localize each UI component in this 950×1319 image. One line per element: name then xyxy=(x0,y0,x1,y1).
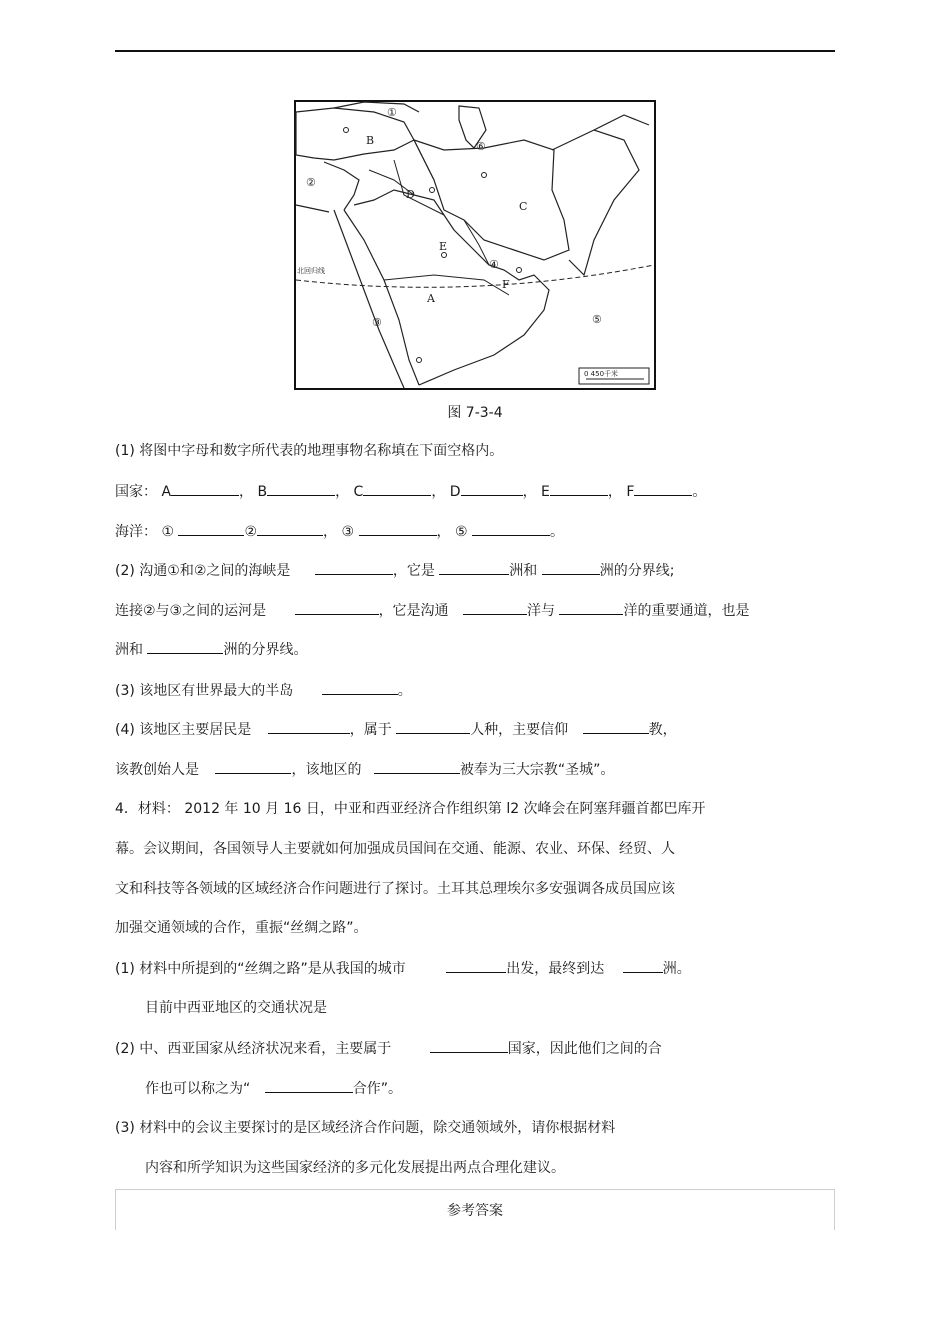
scale-label: 0 450千米 xyxy=(584,370,619,378)
q4-material-line3: 文和科技等各领域的区域经济合作问题进行了探讨。土耳其总理埃尔多安强调各成员国应该 xyxy=(115,881,675,897)
blank-country-c[interactable] xyxy=(363,481,431,496)
blank-strait-continent-1[interactable] xyxy=(439,560,509,575)
map-label-e: E xyxy=(439,240,448,253)
blank-peninsula[interactable] xyxy=(322,680,398,695)
q3-oceans-line: 海洋： ① ② ， ③ ， ⑤ 。 xyxy=(115,521,564,542)
q4-part1-line1: (1) 材料中所提到的“丝绸之路”是从我国的城市 出发，最终到达 洲。 xyxy=(115,958,691,979)
map-frame xyxy=(295,101,655,389)
q3-part4-line1: (4) 该地区主要居民是 ，属于 人种，主要信仰 教， xyxy=(115,719,677,740)
blank-race[interactable] xyxy=(396,719,470,734)
q4-material-line4: 加强交通领域的合作，重振“丝绸之路”。 xyxy=(115,920,368,936)
blank-country-b[interactable] xyxy=(267,481,335,496)
q4-part3-line2: 内容和所学知识为这些国家经济的多元化发展提出两点合理化建议。 xyxy=(145,1160,565,1176)
q3-part2-line3: 洲和 洲的分界线。 xyxy=(115,639,307,660)
blank-residents[interactable] xyxy=(268,719,350,734)
blank-ocean-1[interactable] xyxy=(178,521,244,536)
blank-silk-road-continent[interactable] xyxy=(623,958,663,973)
blank-founder[interactable] xyxy=(215,759,291,774)
middle-east-map xyxy=(294,100,656,390)
blank-ocean-2[interactable] xyxy=(257,521,323,536)
blank-ocean-3[interactable] xyxy=(359,521,437,536)
blank-country-type[interactable] xyxy=(430,1038,508,1053)
map-label-2: ② xyxy=(306,176,316,189)
map-label-c: C xyxy=(519,200,528,213)
q3-part1-title: (1) 将图中字母和数字所代表的地理事物名称填在下面空格内。 xyxy=(115,443,504,459)
blank-strait-continent-2[interactable] xyxy=(542,560,600,575)
q4-part2-line2: 作也可以称之为“ 合作”。 xyxy=(145,1078,402,1099)
map-label-6: ⑥ xyxy=(476,140,486,153)
tropic-label: 北回归线 xyxy=(297,267,325,275)
blank-ocean-5[interactable] xyxy=(472,521,550,536)
map-label-3: ③ xyxy=(372,316,382,329)
q4-part2-line1: (2) 中、西亚国家从经济状况来看，主要属于 国家，因此他们之间的合 xyxy=(115,1038,662,1059)
blank-holy-city[interactable] xyxy=(374,759,460,774)
map-label-b: B xyxy=(366,134,375,147)
map-label-f: F xyxy=(502,278,510,291)
blank-canal[interactable] xyxy=(295,600,379,615)
q3-part4-line2: 该教创始人是 ，该地区的 被奉为三大宗教“圣城”。 xyxy=(115,759,614,780)
q4-part3-line1: (3) 材料中的会议主要探讨的是区域经济合作问题，除交通领域外，请你根据材料 xyxy=(115,1120,616,1136)
blank-canal-continent-2[interactable] xyxy=(147,639,223,654)
blank-canal-ocean-1[interactable] xyxy=(463,600,527,615)
answer-title: 参考答案 xyxy=(447,1203,503,1219)
blank-silk-road-city[interactable] xyxy=(446,958,506,973)
blank-country-f[interactable] xyxy=(634,481,692,496)
q3-part2-line2: 连接②与③之间的运河是 ，它是沟通 洋与 洋的重要通道，也是 xyxy=(115,600,749,621)
map-label-a: A xyxy=(427,292,435,305)
blank-canal-ocean-2[interactable] xyxy=(559,600,623,615)
blank-strait[interactable] xyxy=(315,560,393,575)
answer-section xyxy=(115,1189,835,1230)
q3-countries-line: 国家： A ， B ， C ， D ， E ， F 。 xyxy=(115,481,706,502)
q3-part3-line: (3) 该地区有世界最大的半岛 。 xyxy=(115,680,412,701)
q3-part2-line1: (2) 沟通①和②之间的海峡是 ，它是 洲和 洲的分界线; xyxy=(115,560,674,581)
blank-country-d[interactable] xyxy=(461,481,523,496)
blank-country-a[interactable] xyxy=(171,481,239,496)
map-label-5: ⑤ xyxy=(592,313,602,326)
q4-part1-line2: 目前中西亚地区的交通状况是 xyxy=(145,1000,327,1016)
map-label-4: ④ xyxy=(489,258,499,271)
q4-material-line1: 4．材料： 2012 年 10 月 16 日，中亚和西亚经济合作组织第 l2 次峰会在阿塞拜疆首都巴库开 xyxy=(115,801,706,817)
blank-cooperation-type[interactable] xyxy=(265,1078,353,1093)
figure-caption: 图 7-3-4 xyxy=(447,405,503,421)
blank-country-e[interactable] xyxy=(550,481,608,496)
top-rule xyxy=(115,50,835,52)
q4-material-line2: 幕。会议期间，各国领导人主要就如何加强成员国间在交通、能源、农业、环保、经贸、人 xyxy=(115,841,675,857)
map-label-1: ① xyxy=(387,106,397,119)
map-label-d: D xyxy=(406,188,415,201)
blank-religion[interactable] xyxy=(583,719,649,734)
